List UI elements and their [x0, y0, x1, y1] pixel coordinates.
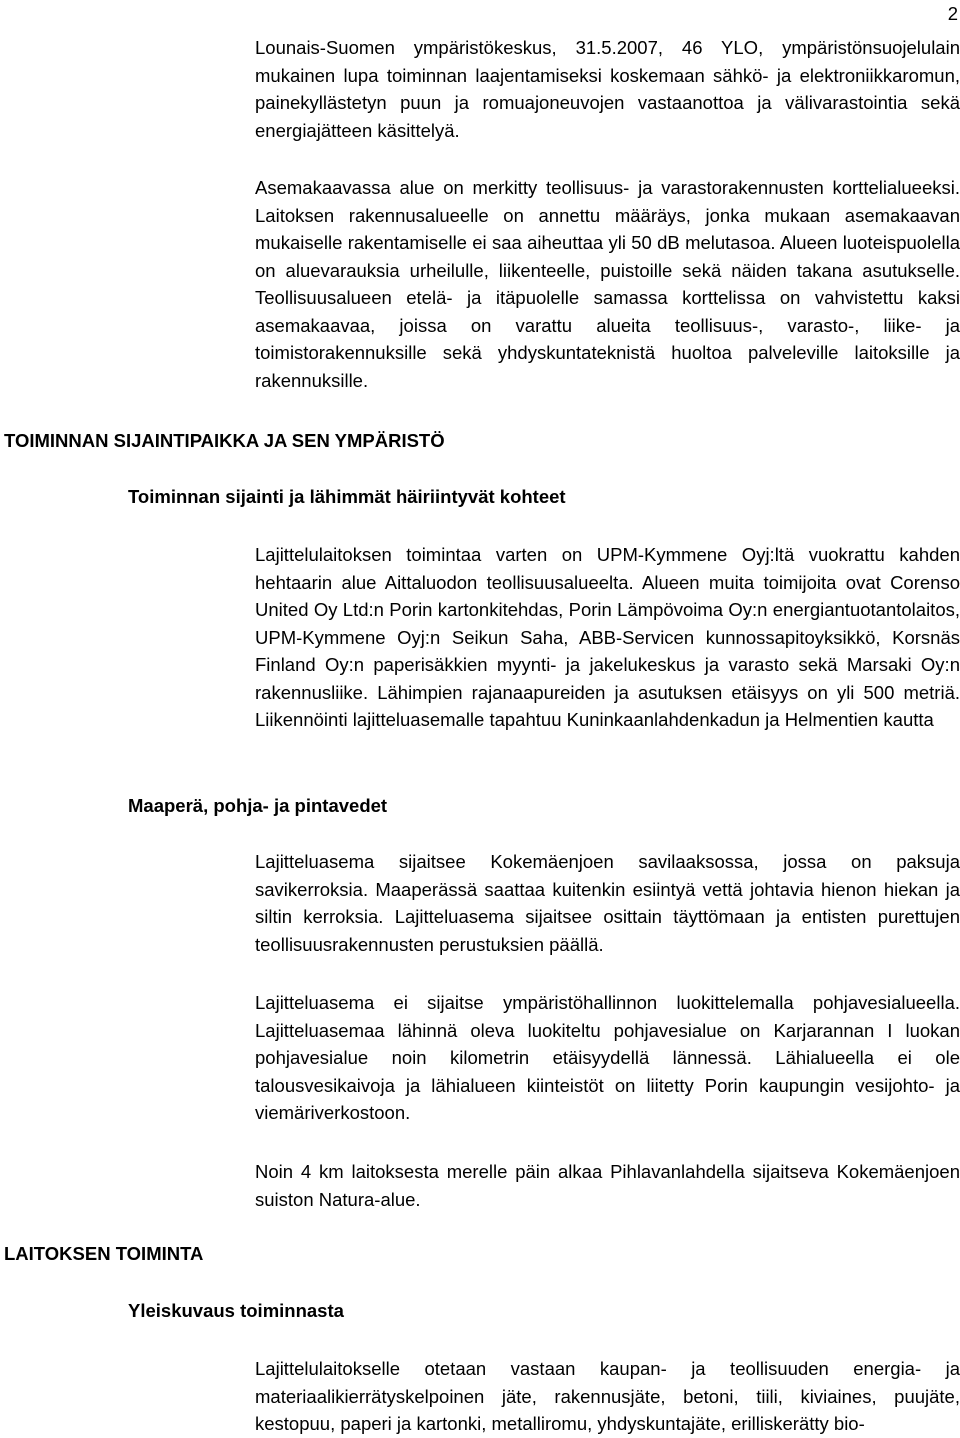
- paragraph-natura: Noin 4 km laitoksesta merelle päin alkaa Pihlavanlahdella sijaitseva Kokemäenjoen suiston Natura-alue.: [255, 1161, 960, 1210]
- subheading-soil-water: Maaperä, pohja- ja pintavedet: [128, 795, 388, 816]
- paragraph-location: Lajittelulaitoksen toimintaa varten on UPM-Kymmene Oyj:ltä vuokrattu kahden hehtaarin alue Aittaluodon teollisuusalueelta. Alueen muita toimijoita ovat Corenso United Oy Ltd:n Porin kartonkitehdas, Porin Lämpövoima Oy:n energiantuotantolaitos, UPM-Kymmene Oyj:n Seikun Saha, ABB-Servicen kunnossapitoyksikkö, Korsnäs Finland Oy:n paperisäkkien myynti- ja jakelukeskus ja varasto sekä Marsaki Oy:n rakennusliike. Lähimpien rajanaapureiden ja asutuksen etäisyys on yli 500 metriä. Liikennöinti lajitteluasemalle tapahtuu Kuninkaanlahdenkadun ja Helmentien kautta: [255, 544, 960, 730]
- paragraph-soil: Lajitteluasema sijaitsee Kokemäenjoen savilaaksossa, jossa on paksuja savikerroksia. Maaperässä saattaa kuitenkin esiintyä vettä johtavia hienon hiekan ja siltin kerroksia. Lajitteluasema sijaitsee osittain täyttömaan ja entisten purettujen teollisuusrakennusten perustuksien päällä.: [255, 851, 960, 955]
- section-heading-location: TOIMINNAN SIJAINTIPAIKKA JA SEN YMPÄRISTÖ: [4, 430, 445, 451]
- subheading-location-neighbors: Toiminnan sijainti ja lähimmät häiriintyvät kohteet: [128, 486, 566, 507]
- subheading-overview: Yleiskuvaus toiminnasta: [128, 1300, 344, 1321]
- paragraph-permit: Lounais-Suomen ympäristökeskus, 31.5.2007, 46 YLO, ympäristönsuojelulain mukainen lupa toiminnan laajentamiseksi koskemaan sähkö- ja elektroniikkaromun, painekyllästetyn puun ja romuajoneuvojen vastaanottoa ja välivarastointia sekä energiajätteen käsittelyä.: [255, 37, 960, 141]
- page-number: 2: [947, 3, 958, 24]
- paragraph-zoning: Asemakaavassa alue on merkitty teollisuus- ja varastorakennusten korttelialueeksi. Laitoksen rakennusalueelle on annettu määräys, jonka mukaan asemakaavan mukaiselle rakentamiselle ei saa aiheuttaa yli 50 dB melutasoa. Alueen luoteispuolella on aluevarauksia urheilulle, liikenteelle, puistoille sekä näiden takana asutukselle. Teollisuusalueen etelä- ja itäpuolelle samassa korttelissa on vahvistettu kaksi asemakaavaa, joissa on varattu alueita teollisuus-, varasto-, liike- ja toimistorakennuksille sekä yhdyskuntateknistä huoltoa palveleville laitoksille ja rakennuksille.: [255, 177, 960, 391]
- paragraph-overview: Lajittelulaitokselle otetaan vastaan kaupan- ja teollisuuden energia- ja materiaalikierrätyskelpoinen jäte, rakennusjäte, betoni, tiili, kiviaines, puujäte, kestopuu, paperi ja kartonki, metalliromu, yhdyskuntajäte, erilliskerätty bio-: [255, 1358, 960, 1434]
- section-heading-operation: LAITOKSEN TOIMINTA: [4, 1243, 204, 1264]
- paragraph-groundwater: Lajitteluasema ei sijaitse ympäristöhallinnon luokittelemalla pohjavesialueella. Lajitteluasemaa lähinnä oleva luokiteltu pohjavesialue on Karjarannan I luokan pohjavesialue noin kilometrin etäisyydellä lännessä. Lähialueella ei ole talousvesikaivoja ja lähialueen kiinteistöt on liitetty Porin kaupungin vesijohto- ja viemäriverkostoon.: [255, 992, 960, 1123]
